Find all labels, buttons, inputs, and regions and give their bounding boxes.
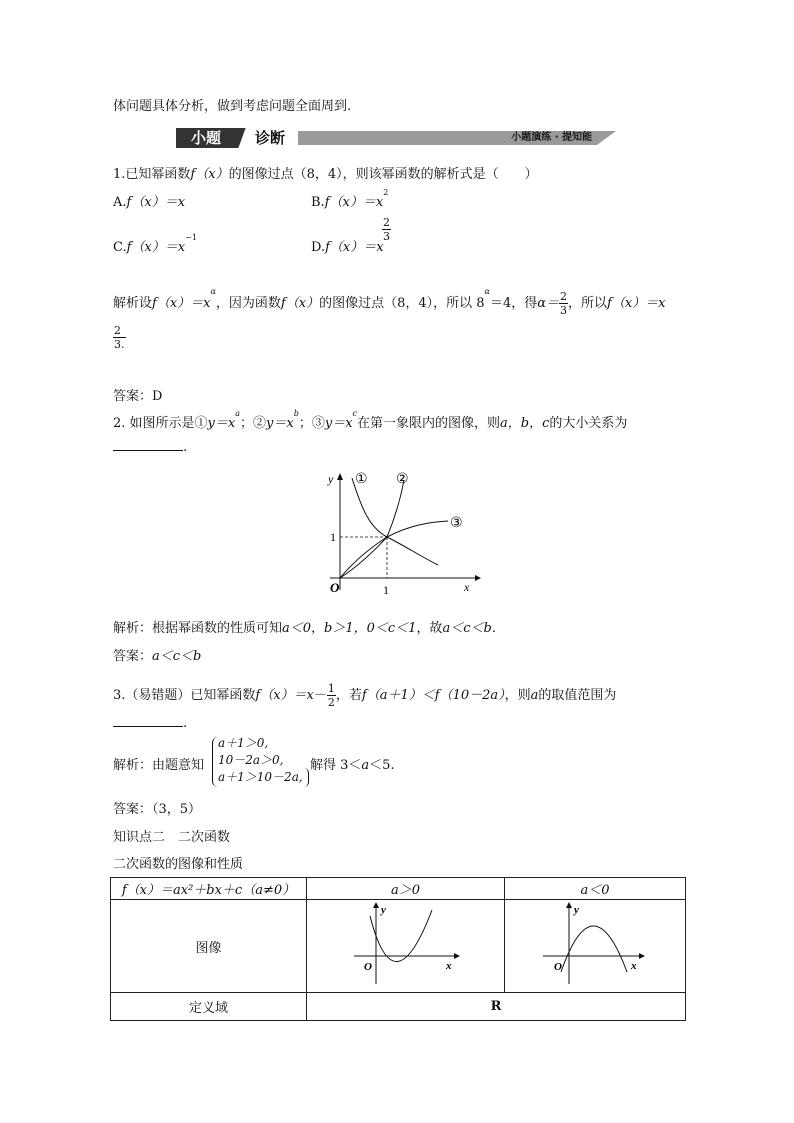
- q1-option-b: $B.f(x)=x^2$: [311, 188, 389, 210]
- header-function: f（x）＝ax²＋bx＋c（a≠0）: [111, 878, 307, 900]
- y-label: y: [574, 904, 579, 916]
- inequality-3: a＋1＞10－2a,: [218, 770, 303, 784]
- table-header-row: [111, 878, 686, 900]
- section-title: 知识点二 二次函数: [113, 830, 231, 845]
- q1-answer: 答案：D: [113, 389, 163, 404]
- system-brace-right: [304, 768, 309, 787]
- tick-one-y: 1: [330, 530, 336, 544]
- tick-one-x: 1: [383, 583, 389, 597]
- parabola-down: [561, 926, 627, 972]
- header-a-positive: a＞0: [307, 878, 505, 900]
- curve-3: [340, 521, 448, 578]
- q1-stem: 1.已知幂函数f（x）的图像过点（8，4），则该幂函数的解析式是（ ）: [113, 167, 538, 182]
- x-label: x: [445, 960, 451, 972]
- q1-option-a: A.f（x）＝x: [113, 195, 186, 210]
- q1-option-d: D.f（x）＝x: [311, 240, 384, 255]
- q1-analysis: 解析设$f(x)=x^\alpha$，因为函数f（x）的图像过点（8，4），所以 $8^\alpha=4$，得α＝ $\frac{2}{3}$ ，所以f（x）＝x: [113, 287, 666, 317]
- x-axis-arrow: [475, 575, 481, 581]
- y-axis-arrow: [566, 902, 572, 908]
- q1-option-d-exponent: $\frac{2}{3}$: [383, 216, 390, 243]
- q3-analysis-result: 解得 3＜a＜5.: [310, 758, 395, 773]
- quadratic-properties-table: [110, 877, 686, 1021]
- curve-2: [340, 480, 404, 578]
- curve-2-label: ②: [396, 471, 409, 487]
- intro-line: 体问题具体分析，做到考虑问题全面周到.: [113, 99, 352, 114]
- inequality-1: a＋1＞0,: [218, 736, 269, 750]
- row-label-graph: 图像: [111, 900, 307, 993]
- parabola-up: [370, 910, 432, 962]
- q3-inequality-system: [218, 735, 303, 786]
- y-axis-arrow: [373, 902, 379, 908]
- q3-answer: 答案：（3，5）: [113, 802, 202, 817]
- q1-analysis-tail: $\frac{2}{3.}$: [114, 324, 125, 351]
- x-axis-arrow: [454, 953, 460, 959]
- q2-analysis: 解析：根据幂函数的性质可知a＜0，b＞1，0＜c＜1，故a＜c＜b.: [113, 621, 496, 636]
- x-label: x: [631, 960, 637, 972]
- banner-tag-diagnosis: 诊断: [254, 129, 285, 147]
- cell-graph-a-positive: [307, 900, 505, 993]
- banner-right-text: 小题演练 · 提知能: [511, 132, 592, 143]
- x-axis-arrow: [639, 953, 645, 959]
- x-label: x: [464, 580, 470, 594]
- q1-option-c: $C.f(x)=x^{-1}$: [113, 233, 197, 255]
- y-label: y: [328, 472, 334, 486]
- q2-answer: 答案：a＜c＜b: [113, 649, 202, 664]
- q2-power-function-graph: [310, 460, 490, 600]
- header-a-negative: a＜0: [505, 878, 686, 900]
- section-banner: [176, 128, 616, 148]
- origin-label: O: [554, 961, 562, 973]
- q3-stem: 3.（易错题）已知幂函数f（x）＝x－ $\frac{1}{2}$ ，若f（a＋1）＜f（10－2a），则a的取值范围为: [113, 682, 617, 709]
- origin-label: O: [330, 580, 340, 595]
- origin-label: O: [363, 961, 372, 973]
- inequality-2: 10－2a＞0,: [218, 753, 284, 767]
- section-subtitle: 二次函数的图像和性质: [113, 857, 244, 872]
- curve-3-label: ③: [450, 515, 463, 531]
- answer-blank: [113, 716, 183, 727]
- curve-1-label: ①: [355, 471, 368, 487]
- parabola-up-graph: [346, 900, 466, 988]
- row-label-domain: 定义域: [111, 993, 307, 1021]
- cell-graph-a-negative: [505, 900, 686, 993]
- curve-1: [352, 478, 438, 565]
- parabola-down-graph: [535, 900, 655, 988]
- banner-tag-small-questions: 小题: [176, 128, 236, 148]
- q3-analysis-lead: 解析：由题意知: [113, 758, 205, 773]
- q3-blank-line: .: [113, 716, 187, 731]
- y-label: y: [380, 904, 386, 916]
- table-row-domain: [111, 993, 686, 1021]
- y-axis-arrow: [337, 473, 343, 480]
- table-row-graph: [111, 900, 686, 993]
- q2-stem: 2. 如图所示是$①y=x^a$；$②y=x^b$；$③y=x^c$在第一象限内的图像，则a，b，c的大小关系为: [113, 409, 628, 431]
- q2-blank-line: .: [113, 440, 187, 455]
- domain-value: R: [307, 993, 686, 1021]
- answer-blank: [113, 440, 183, 451]
